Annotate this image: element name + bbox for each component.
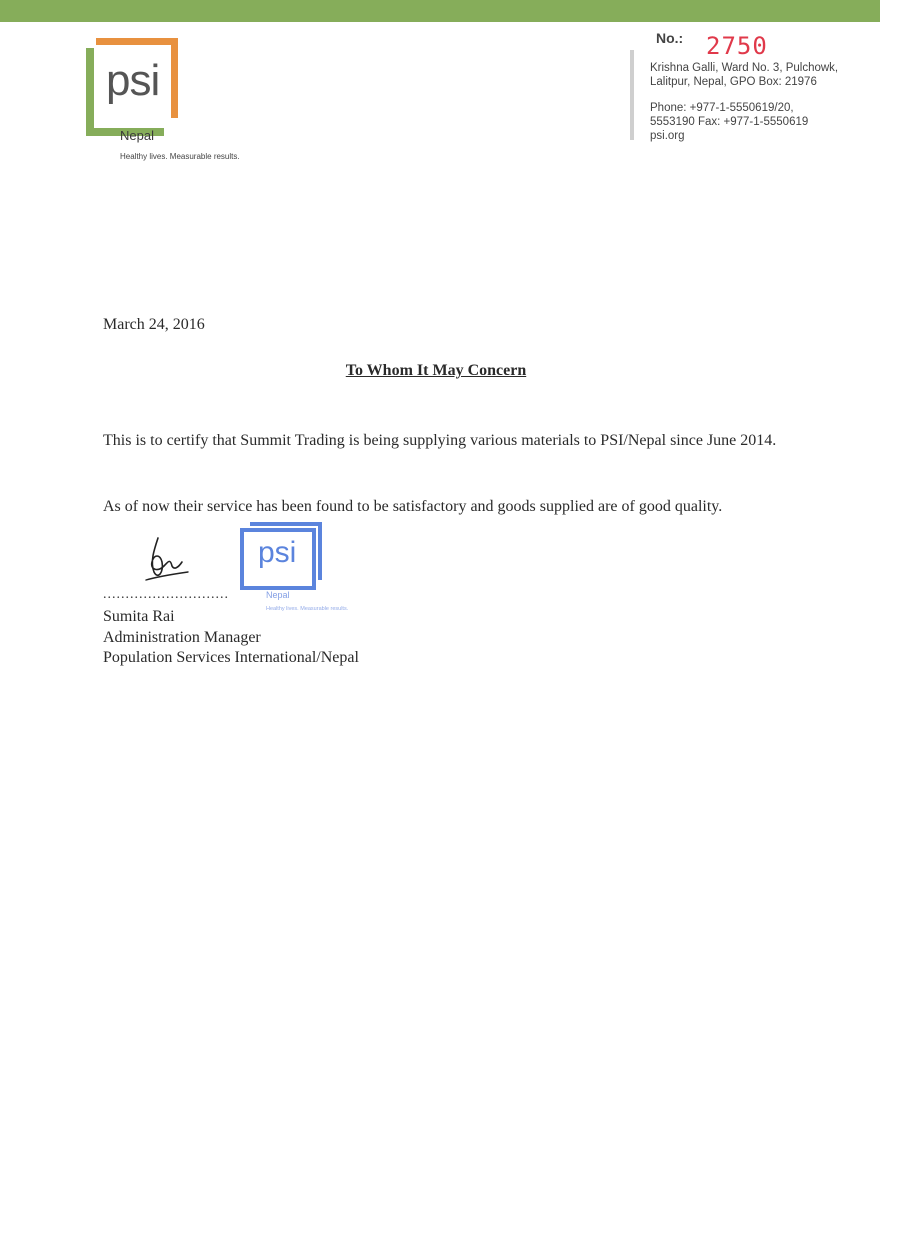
reference-number: 2750 [706, 32, 768, 60]
address-divider [630, 50, 634, 140]
signature-line: ............................ [103, 587, 229, 602]
letter-date: March 24, 2016 [103, 316, 205, 333]
logo-wordmark: psi [106, 56, 160, 105]
handwritten-signature [140, 532, 200, 592]
signer-block [103, 607, 359, 669]
psi-nepal-logo [86, 38, 276, 168]
stamp-tagline: Healthy lives. Measurable results. [266, 606, 349, 612]
signer-name: Sumita Rai [103, 608, 175, 625]
letter-paragraph-2: As of now their service has been found to be satisfactory and goods supplied are of good quality. [103, 498, 723, 515]
letter-paragraph-1: This is to certify that Summit Trading is being supplying various materials to PSI/Nepal since June 2014. [103, 432, 777, 449]
phone-line-2: 5553190 Fax: +977-1-5550619 [650, 116, 809, 128]
stamp-country: Nepal [266, 590, 290, 600]
letter-subject: To Whom It May Concern [345, 362, 527, 379]
stamp-wordmark: psi [258, 536, 297, 569]
address-block [650, 61, 838, 143]
logo-tagline: Healthy lives. Measurable results. [120, 152, 240, 161]
website: psi.org [650, 130, 685, 142]
signer-organization: Population Services International/Nepal [103, 649, 359, 666]
psi-stamp [238, 520, 368, 615]
address-line-2: Lalitpur, Nepal, GPO Box: 21976 [650, 76, 817, 88]
address-line-1: Krishna Galli, Ward No. 3, Pulchowk, [650, 62, 839, 74]
header-band [0, 0, 880, 22]
signer-title: Administration Manager [103, 628, 261, 646]
phone-line-1: Phone: +977-1-5550619/20, [650, 102, 794, 114]
logo-country: Nepal [120, 128, 154, 143]
reference-label: No.: [656, 30, 684, 46]
